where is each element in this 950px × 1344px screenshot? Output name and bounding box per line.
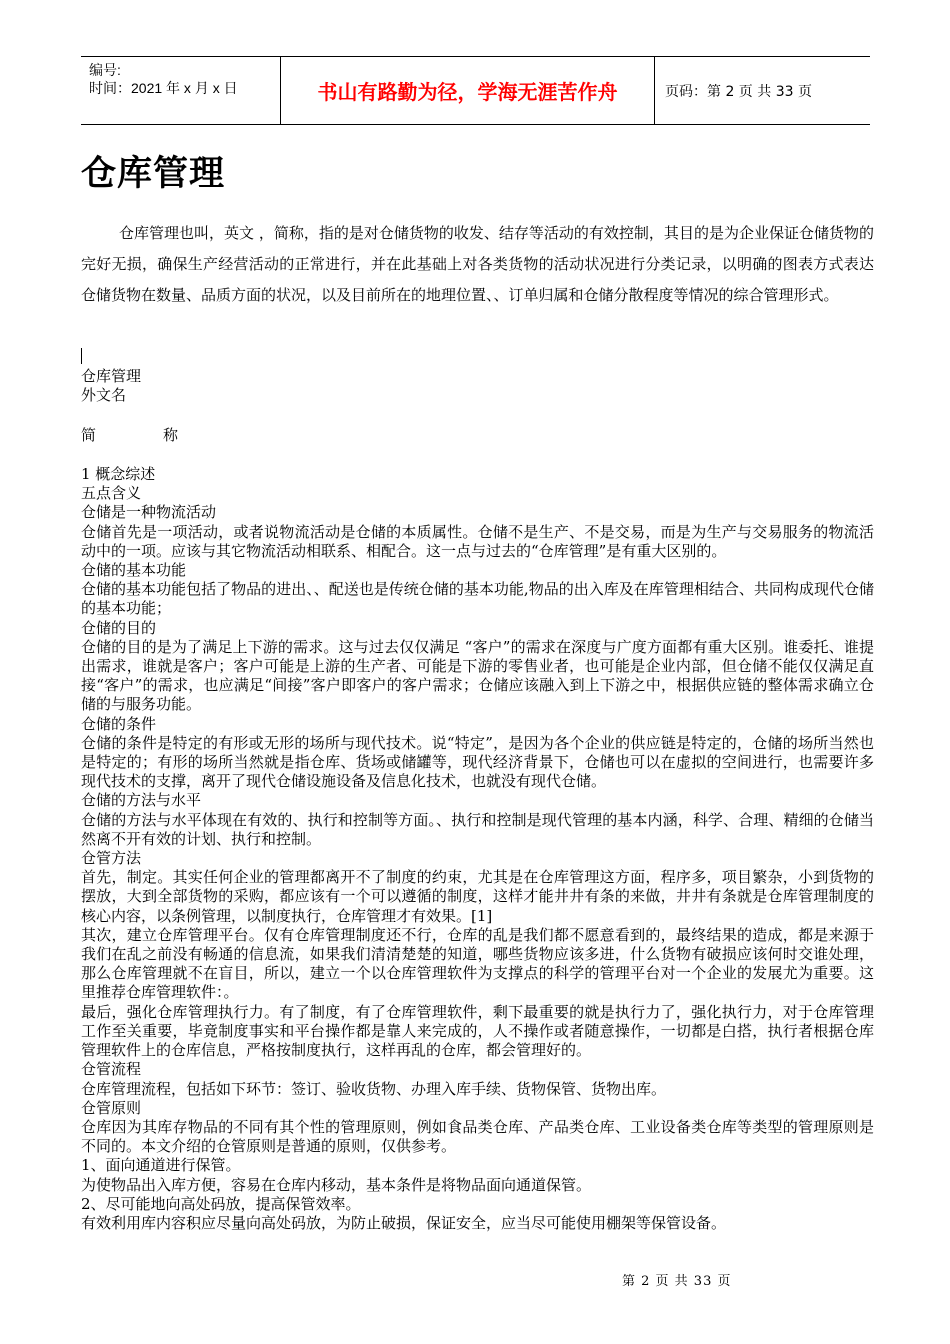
body-line: 1 概念综述 — [81, 465, 156, 483]
body-line: 仓库管理流程，包括如下环节：签订、验收货物、办理入库手续、货物保管、货物出库。 — [81, 1079, 667, 1098]
body-line: 1、面向通道进行保管。 — [81, 1156, 241, 1175]
body-line: 仓管流程 — [81, 1060, 142, 1079]
body-line: 仓管方法 — [81, 849, 142, 868]
article-body — [81, 465, 874, 1233]
infobox-abbr-char-1: 简 — [81, 426, 97, 444]
body-line: 五点含义 — [81, 484, 142, 503]
header-page-info: 页码：第 2 页 共 33 页 — [665, 83, 812, 100]
infobox-abbr-char-2: 称 — [163, 426, 179, 444]
body-line: 仓储的条件 — [81, 714, 157, 733]
intro-paragraph: 仓库管理也叫，英文 ，简称，指的是对仓储货物的收发、结存等活动的有效控制，其目的是为企业保证仓储货物的完好无损，确保生产经营活动的正常进行，并在此基础上对各类货物的活动状况进行分类记录，以明确的图表方式表达仓储货物在数量、品质方面的状况，以及目前所在的地理位置、、订单归属和仓储分散程度等情况的综合管理形式。 — [81, 224, 874, 304]
header-meta — [81, 57, 281, 124]
body-line: 仓储是一种物流活动 — [81, 503, 217, 522]
text-cursor — [81, 348, 82, 364]
body-line: 首先，制定。其实任何企业的管理都离开不了制度的约束，尤其是在仓库管理这方面，程序多，项目繁杂，小到货物的摆放，大到全部货物的采购，都应该有一个可以遵循的制度，这样才能井井有条的来做，井井有条就是仓库管理制度的核心内容，以条例管理，以制度执行，仓库管理才有效果。[1] — [81, 868, 874, 925]
body-line: 仓储的目的 — [81, 618, 157, 637]
body-line: 仓管原则 — [81, 1098, 142, 1117]
page-footer: 第 2 页 共 33 页 — [622, 1274, 732, 1289]
document-time: 时间：2021 年 x 月 x 日 — [89, 80, 238, 96]
body-line: 仓储首先是一项活动，或者说物流活动是仓储的本质属性。仓储不是生产、不是交易，而是为生产与交易服务的物流活动中的一项。应该与其它物流活动相联系、相配合。这一点与过去的“仓库管理”是有重大区别的。 — [81, 522, 874, 560]
infobox-name: 仓库管理 — [81, 367, 142, 385]
body-line: 仓储的方法与水平体现在有效的、执行和控制等方面。、执行和控制是现代管理的基本内涵，科学、合理、精细的仓储当然离不开有效的计划、执行和控制。 — [81, 810, 874, 848]
body-line: 其次，建立仓库管理平台。仅有仓库管理制度还不行，仓库的乱是我们都不愿意看到的，最终结果的造成，都是来源于我们在乱之前没有畅通的信息流，如果我们清清楚楚的知道，哪些货物应该多进，什么货物有破损应该何时交谁处理，那么仓库管理就不在盲目，所以，建立一个以仓库管理软件为支撑点的科学的管理平台对一个企业的发展尤为重要。这里推荐仓库管理软件：。 — [81, 925, 874, 1002]
body-line: 有效利用库内容积应尽量向高处码放，为防止破损，保证安全，应当尽可能使用棚架等保管设备。 — [81, 1213, 727, 1232]
body-line: 仓储的目的是为了满足上下游的需求。这与过去仅仅满足 “客户”的需求在深度与广度方面都有重大区别。谁委托、谁提出需求，谁就是客户；客户可能是上游的生产者、可能是下游的零售业者，也可能是企业内部，但仓储不能仅仅满足直接“客户”的需求，也应满足“间接”客户即客户的客户需求；仓储应该融入到上下游之中，根据供应链的整体需求确立仓储的与服务功能。 — [81, 637, 874, 714]
body-line: 2、尽可能地向高处码放，提高保管效率。 — [81, 1194, 361, 1213]
body-line: 仓库因为其库存物品的不同有其个性的管理原则，例如食品类仓库、产品类仓库、工业设备类仓库等类型的管理原则是不同的。本文介绍的仓管原则是普通的原则，仅供参考。 — [81, 1117, 874, 1156]
page-title: 仓库管理 — [81, 154, 226, 194]
body-line: 最后，强化仓库管理执行力。有了制度，有了仓库管理软件，剩下最重要的就是执行力了，强化执行力，对于仓库管理工作至关重要，毕竟制度事实和平台操作都是靠人来完成的，人不操作或者随意操作，一切都是白搭，执行者根据仓库管理软件上的仓库信息，严格按制度执行，这样再乱的仓库，都会管理好的。 — [81, 1002, 874, 1060]
header-motto: 书山有路勤为径，学海无涯苦作舟 — [281, 57, 655, 124]
body-line: 仓储的基本功能包括了物品的进出、、配送也是传统仓储的基本功能,物品的出入库及在库管理相结合、共同构成现代仓储的基本功能； — [81, 580, 874, 618]
document-number-label: 编号: — [89, 62, 121, 78]
body-line: 仓储的方法与水平 — [81, 791, 202, 810]
body-line: 为使物品出入库方便，容易在仓库内移动，基本条件是将物品面向通道保管。 — [81, 1175, 592, 1194]
infobox-abbr-label — [81, 426, 178, 445]
infobox-foreign-name-label: 外文名 — [81, 386, 127, 404]
body-line: 仓储的基本功能 — [81, 561, 187, 580]
document-header — [81, 56, 870, 125]
body-line: 仓储的条件是特定的有形或无形的场所与现代技术。说“特定”，是因为各个企业的供应链是特定的，仓储的场所当然也是特定的；有形的场所当然就是指仓库、货场或储罐等，现代经济背景下，仓储也可以在虚拟的空间进行，也需要许多现代技术的支撑，离开了现代仓储设施设备及信息化技术，也就没有现代仓储。 — [81, 733, 874, 791]
